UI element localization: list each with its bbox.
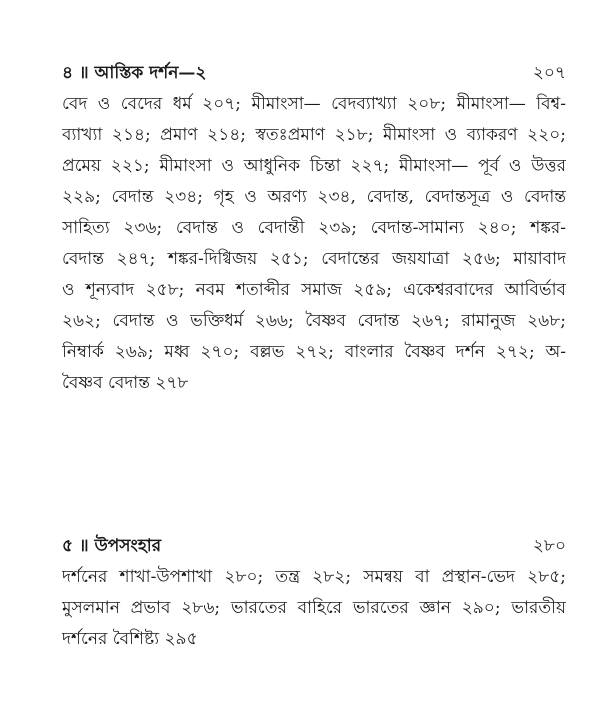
toc-line: মুসলমান প্রভাব ২৮৬; ভারতের বাহিরে ভারতের জ্ঞান ২৯০; ভারতীয় (62, 598, 566, 618)
section-title: উপসংহার (94, 536, 162, 556)
section-number: ৪ (62, 63, 74, 83)
toc-line: ২২৯; বেদান্ত ২৩৪; গৃহ ও অরণ্য ২৩৪, বেদান্ত, বেদান্তসূত্র ও বেদান্ত (62, 187, 566, 207)
toc-line: দর্শনের শাখা-উপশাখা ২৮০; তন্ত্র ২৮২; সমন্বয় বা প্রস্থান-ভেদ ২৮৫; (62, 567, 566, 587)
toc-section-4 (62, 58, 566, 399)
section-page-number: ২৮০ (532, 536, 566, 556)
section-title-group (62, 58, 206, 89)
toc-line: ও শূন্যবাদ ২৫৮; নবম শতাব্দীর সমাজ ২৫৯; একেশ্বরবাদের আবির্ভাব (62, 280, 566, 300)
toc-line: ব্যাখ্যা ২১৪; প্রমাণ ২১৪; স্বতঃপ্রমাণ ২১৮; মীমাংসা ও ব্যাকরণ ২২০; (62, 125, 566, 145)
section-page-number: ২০৭ (532, 63, 566, 83)
section-separator: ॥ (78, 63, 89, 83)
section-heading (62, 531, 566, 562)
section-number: ৫ (62, 536, 74, 556)
toc-line: দর্শনের বৈশিষ্ট্য ২৯৫ (62, 629, 198, 649)
toc-line: নিম্বার্ক ২৬৯; মধ্ব ২৭০; বল্লভ ২৭২; বাংলার বৈষ্ণব দর্শন ২৭২; অ- (62, 342, 566, 362)
toc-line: বৈষ্ণব বেদান্ত ২৭৮ (62, 373, 189, 393)
toc-line: সাহিত্য ২৩৬; বেদান্ত ও বেদান্তী ২৩৯; বেদান্ত-সামান্য ২৪০; শঙ্কর- (62, 218, 566, 238)
section-heading (62, 58, 566, 89)
toc-line: প্রমেয় ২২১; মীমাংসা ও আধুনিক চিন্তা ২২৭; মীমাংসা— পূর্ব ও উত্তর (62, 156, 566, 176)
toc-line: বেদ ও বেদের ধর্ম ২০৭; মীমাংসা— বেদব্যাখ্যা ২০৮; মীমাংসা— বিশ্ব- (62, 94, 566, 114)
toc-line: বেদান্ত ২৪৭; শঙ্কর-দিগ্বিজয় ২৫১; বেদান্তের জয়যাত্রা ২৫৬; মায়াবাদ (62, 249, 566, 269)
toc-section-5 (62, 531, 566, 655)
section-title: আস্তিক দর্শন—২ (94, 63, 207, 83)
section-separator: ॥ (78, 536, 89, 556)
section-title-group (62, 531, 161, 562)
toc-line: ২৬২; বেদান্ত ও ভক্তিধর্ম ২৬৬; বৈষ্ণব বেদান্ত ২৬৭; রামানুজ ২৬৮; (62, 311, 566, 331)
